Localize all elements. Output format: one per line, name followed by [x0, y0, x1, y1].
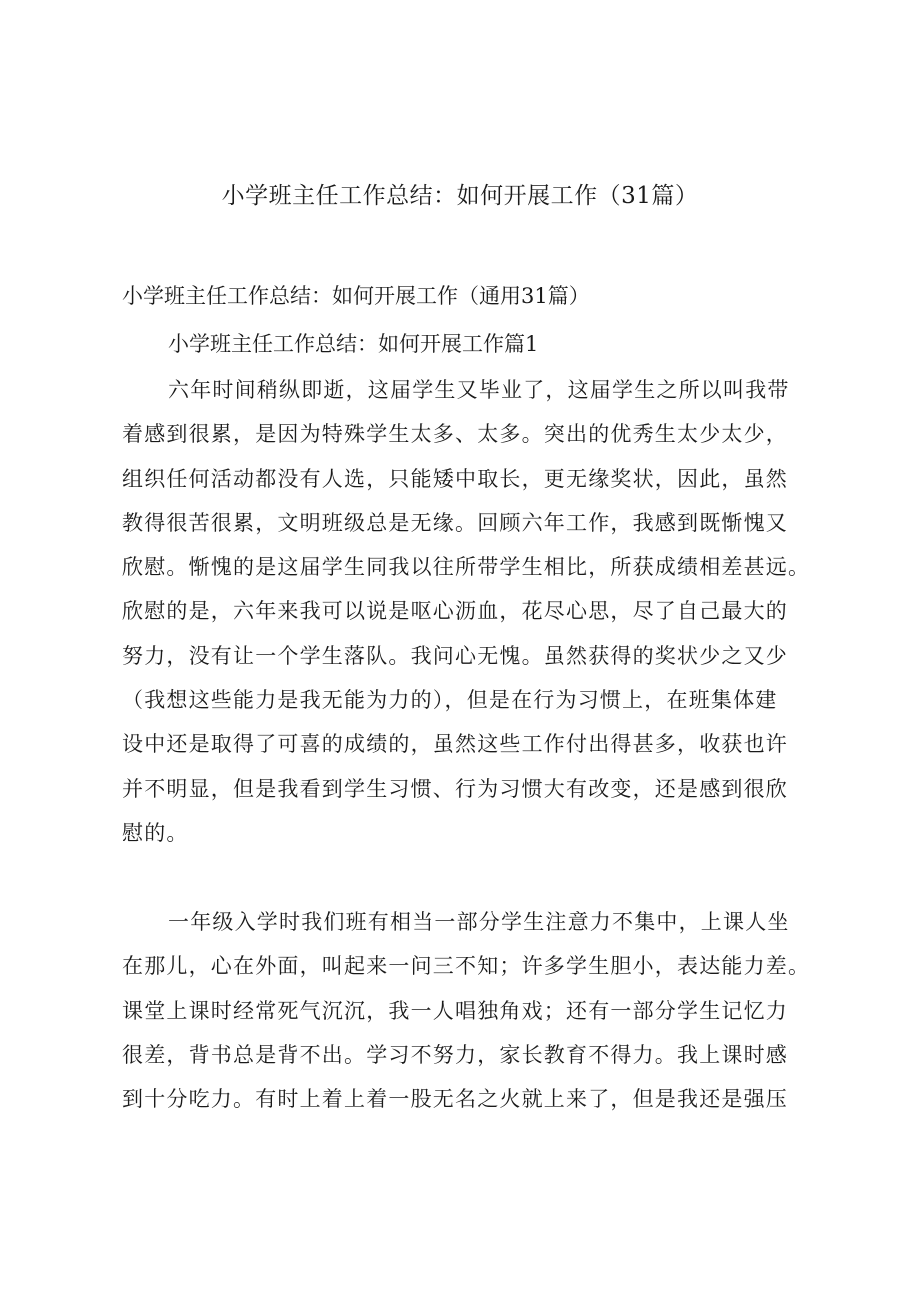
paragraph-line: 教得很苦很累，文明班级总是无缘。回顾六年工作，我感到既惭愧又 — [122, 510, 788, 535]
paragraph-line: （我想这些能力是我无能为力的），但是在行为习惯上，在班集体建 — [122, 688, 778, 713]
paragraph-line: 六年时间稍纵即逝，这届学生又毕业了，这届学生之所以叫我带 — [168, 378, 790, 402]
document-subtitle: 小学班主任工作总结：如何开展工作（通用31篇） — [122, 284, 590, 308]
paragraph-line: 课堂上课时经常死气沉沉，我一人唱独角戏；还有一部分学生记忆力 — [122, 998, 788, 1023]
paragraph-line: 在那儿，心在外面，叫起来一问三不知；许多学生胆小，表达能力差。 — [122, 954, 811, 979]
paragraph-line: 着感到很累，是因为特殊学生太多、太多。突出的优秀生太少太少， — [122, 422, 788, 447]
paragraph-line: 组织任何活动都没有人选，只能矮中取长，更无缘奖状，因此，虽然 — [122, 466, 788, 491]
paragraph-2 — [122, 900, 822, 1121]
paragraph-line: 努力，没有让一个学生落队。我问心无愧。虽然获得的奖状少之又少 — [122, 643, 788, 668]
paragraph-line: 并不明显，但是我看到学生习惯、行为习惯大有改变，还是感到很欣 — [122, 776, 788, 801]
paragraph-line: 欣慰。惭愧的是这届学生同我以往所带学生相比，所获成绩相差甚远。 — [122, 555, 811, 580]
paragraph-line: 很差，背书总是背不出。学习不努力，家长教育不得力。我上课时感 — [122, 1042, 788, 1067]
paragraph-line: 欣慰的是，六年来我可以说是呕心沥血，花尽心思，尽了自己最大的 — [122, 599, 788, 624]
chapter-heading: 小学班主任工作总结：如何开展工作篇1 — [168, 332, 539, 356]
paragraph-line: 设中还是取得了可喜的成绩的，虽然这些工作付出得甚多，收获也许 — [122, 732, 788, 757]
paragraph-line: 慰的。 — [122, 820, 189, 845]
document-title: 小学班主任工作总结：如何开展工作（31篇） — [221, 183, 699, 209]
paragraph-line: 一年级入学时我们班有相当一部分学生注意力不集中，上课人坐 — [168, 910, 790, 934]
paragraph-1 — [122, 368, 822, 855]
paragraph-line: 到十分吃力。有时上着上着一股无名之火就上来了，但是我还是强压 — [122, 1087, 788, 1112]
